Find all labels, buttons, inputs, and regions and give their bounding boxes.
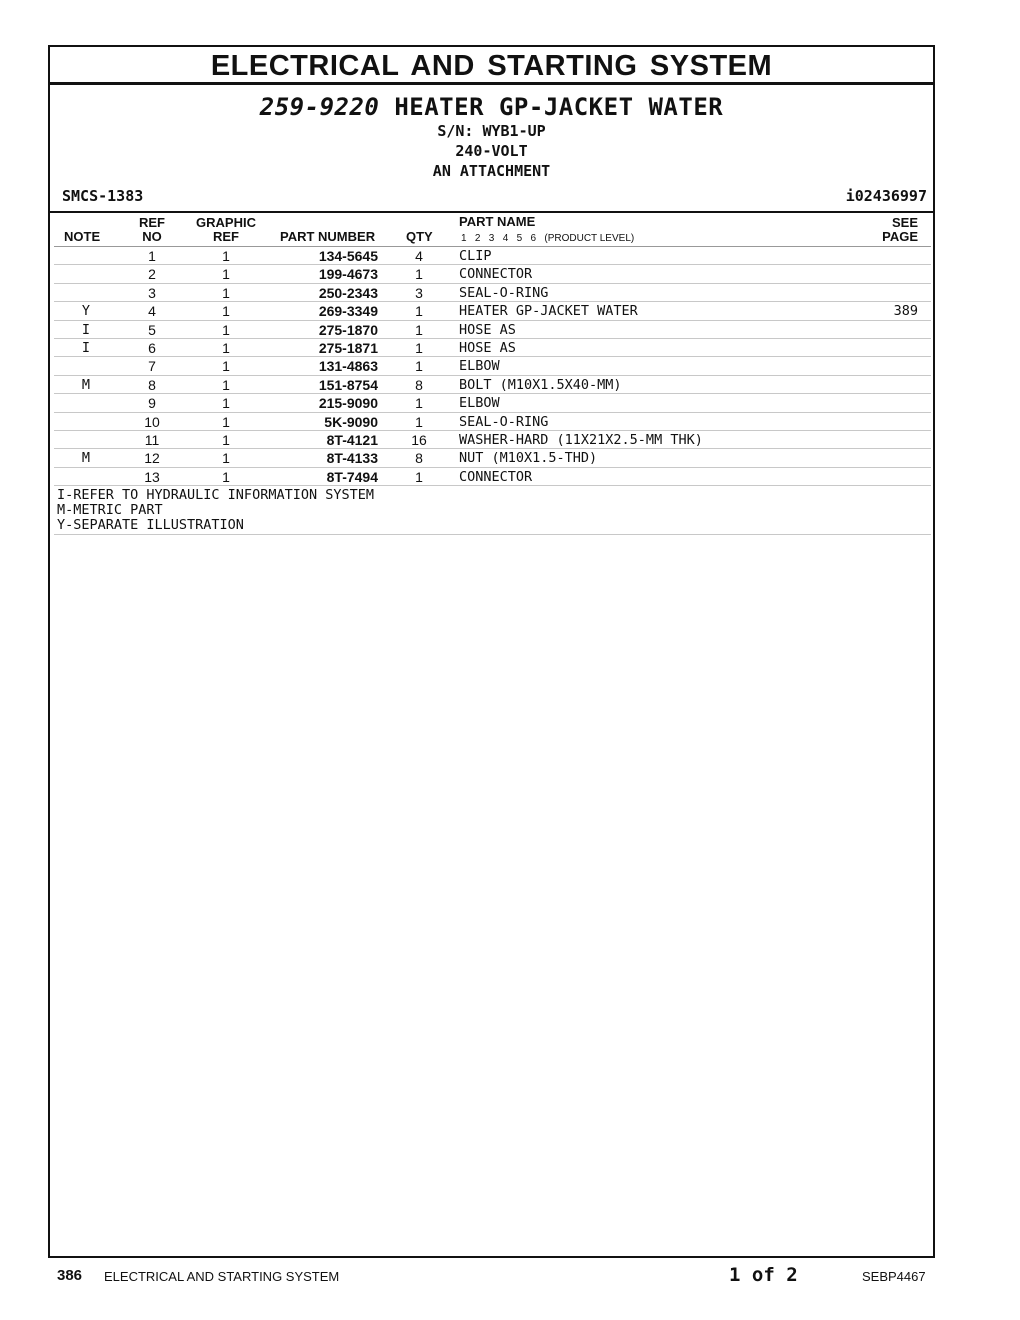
col-see-bottom: PAGE <box>882 229 918 244</box>
part-number-cell: 5K-9090 <box>324 413 378 430</box>
table-row <box>54 413 931 431</box>
graphic-ref-cell: 1 <box>222 395 230 412</box>
table-row <box>54 376 931 394</box>
serial-range: S/N: WYB1-UP <box>437 122 546 140</box>
table-row <box>54 339 931 357</box>
sheet-indicator: 1 of 2 <box>729 1264 798 1286</box>
ref-no-cell: 8 <box>148 376 156 393</box>
table-row <box>54 394 931 412</box>
ref-no-cell: 11 <box>144 431 160 448</box>
part-number-cell: 275-1871 <box>318 339 378 356</box>
qty-cell: 1 <box>415 413 423 430</box>
part-name-cell: CONNECTOR <box>459 266 533 283</box>
col-part-name: PART NAME <box>459 214 536 229</box>
col-ref-bottom: NO <box>142 229 162 244</box>
graphic-ref-cell: 1 <box>222 413 230 430</box>
table-row <box>54 302 931 320</box>
col-part-number: PART NUMBER <box>280 229 376 244</box>
document-number: SEBP4467 <box>862 1269 926 1284</box>
page-frame <box>48 45 935 1258</box>
qty-cell: 1 <box>415 395 423 412</box>
note-cell: M <box>81 376 91 393</box>
qty-cell: 1 <box>415 303 423 320</box>
ref-no-cell: 1 <box>148 248 156 264</box>
graphic-ref-cell: 1 <box>222 431 230 448</box>
page-number: 386 <box>57 1267 83 1284</box>
part-name-cell: NUT (M10X1.5-THD) <box>459 450 598 467</box>
part-number-cell: 8T-4121 <box>326 431 378 448</box>
part-name-cell: SEAL-O-RING <box>459 413 549 430</box>
group-name: HEATER GP-JACKET WATER <box>394 93 724 121</box>
qty-cell: 1 <box>415 358 423 375</box>
part-name-cell: HOSE AS <box>459 339 516 356</box>
col-see-top: SEE <box>891 215 918 230</box>
attachment-note: AN ATTACHMENT <box>432 162 551 180</box>
notes-legend <box>54 486 931 535</box>
note-cell: M <box>81 450 91 467</box>
graphic-ref-cell: 1 <box>222 450 230 467</box>
col-note: NOTE <box>64 229 101 244</box>
ref-no-cell: 9 <box>148 395 156 412</box>
part-number-cell: 250-2343 <box>318 284 378 301</box>
col-product-levels: 1 2 3 4 5 6 (PRODUCT LEVEL) <box>461 233 635 244</box>
table-row <box>54 284 931 302</box>
col-ref-top: REF <box>139 215 165 230</box>
part-name-cell: CLIP <box>459 248 492 264</box>
table-row <box>54 265 931 283</box>
note-cell: Y <box>81 303 91 320</box>
col-graphic-bottom: REF <box>213 229 239 244</box>
ref-no-cell: 13 <box>144 468 160 485</box>
col-qty: QTY <box>406 229 433 244</box>
graphic-ref-cell: 1 <box>222 376 230 393</box>
section-banner: ELECTRICAL AND STARTING SYSTEM <box>50 47 933 85</box>
illustration-id: i02436997 <box>845 187 927 205</box>
table-row <box>54 449 931 467</box>
part-number-cell: 269-3349 <box>318 303 378 320</box>
graphic-ref-cell: 1 <box>222 468 230 485</box>
graphic-ref-cell: 1 <box>222 321 230 338</box>
smcs-bar <box>50 185 933 213</box>
note-line: Y-SEPARATE ILLUSTRATION <box>57 517 244 534</box>
qty-cell: 16 <box>411 431 427 448</box>
part-name-cell: BOLT (M10X1.5X40-MM) <box>459 376 622 393</box>
part-name-cell: HEATER GP-JACKET WATER <box>459 303 638 320</box>
graphic-ref-cell: 1 <box>222 339 230 356</box>
table-row <box>54 247 931 265</box>
ref-no-cell: 6 <box>148 339 156 356</box>
see-page-cell: 389 <box>893 303 918 320</box>
qty-cell: 8 <box>415 450 423 467</box>
part-name-cell: ELBOW <box>459 358 500 375</box>
smcs-code: SMCS-1383 <box>62 187 144 205</box>
ref-no-cell: 10 <box>144 413 160 430</box>
ref-no-cell: 12 <box>144 450 160 467</box>
graphic-ref-cell: 1 <box>222 303 230 320</box>
note-cell: I <box>81 321 91 338</box>
part-number-cell: 134-5645 <box>318 248 378 264</box>
qty-cell: 8 <box>415 376 423 393</box>
group-title <box>50 93 933 121</box>
group-part-number: 259-9220 <box>259 93 380 121</box>
graphic-ref-cell: 1 <box>222 358 230 375</box>
qty-cell: 1 <box>415 468 423 485</box>
page-footer <box>0 1266 1020 1286</box>
qty-cell: 4 <box>415 248 423 264</box>
note-cell: I <box>81 339 91 356</box>
note-line: I-REFER TO HYDRAULIC INFORMATION SYSTEM <box>57 487 374 504</box>
part-number-cell: 151-8754 <box>318 376 378 393</box>
qty-cell: 1 <box>415 321 423 338</box>
graphic-ref-cell: 1 <box>222 266 230 283</box>
ref-no-cell: 3 <box>148 284 156 301</box>
footer-section: ELECTRICAL AND STARTING SYSTEM <box>104 1269 340 1284</box>
table-row <box>54 431 931 449</box>
part-number-cell: 199-4673 <box>318 266 378 283</box>
part-number-cell: 8T-4133 <box>326 450 378 467</box>
part-number-cell: 8T-7494 <box>326 468 378 485</box>
part-name-cell: HOSE AS <box>459 321 516 338</box>
ref-no-cell: 2 <box>148 266 156 283</box>
graphic-ref-cell: 1 <box>222 248 230 264</box>
col-graphic-top: GRAPHIC <box>196 215 256 230</box>
part-name-cell: WASHER-HARD (11X21X2.5-MM THK) <box>459 431 703 448</box>
column-headers <box>54 213 931 247</box>
voltage: 240-VOLT <box>455 142 528 160</box>
ref-no-cell: 5 <box>148 321 156 338</box>
table-row <box>54 357 931 375</box>
part-number-cell: 131-4863 <box>318 358 378 375</box>
ref-no-cell: 7 <box>148 358 156 375</box>
table-row <box>54 321 931 339</box>
note-line: M-METRIC PART <box>57 502 163 519</box>
part-number-cell: 275-1870 <box>318 321 378 338</box>
part-name-cell: CONNECTOR <box>459 468 533 485</box>
qty-cell: 3 <box>415 284 423 301</box>
parts-table <box>54 247 931 486</box>
part-number-cell: 215-9090 <box>318 395 378 412</box>
qty-cell: 1 <box>415 266 423 283</box>
part-name-cell: ELBOW <box>459 395 500 412</box>
qty-cell: 1 <box>415 339 423 356</box>
graphic-ref-cell: 1 <box>222 284 230 301</box>
table-row <box>54 468 931 486</box>
ref-no-cell: 4 <box>148 303 156 320</box>
group-header <box>50 93 933 181</box>
part-name-cell: SEAL-O-RING <box>459 284 549 301</box>
